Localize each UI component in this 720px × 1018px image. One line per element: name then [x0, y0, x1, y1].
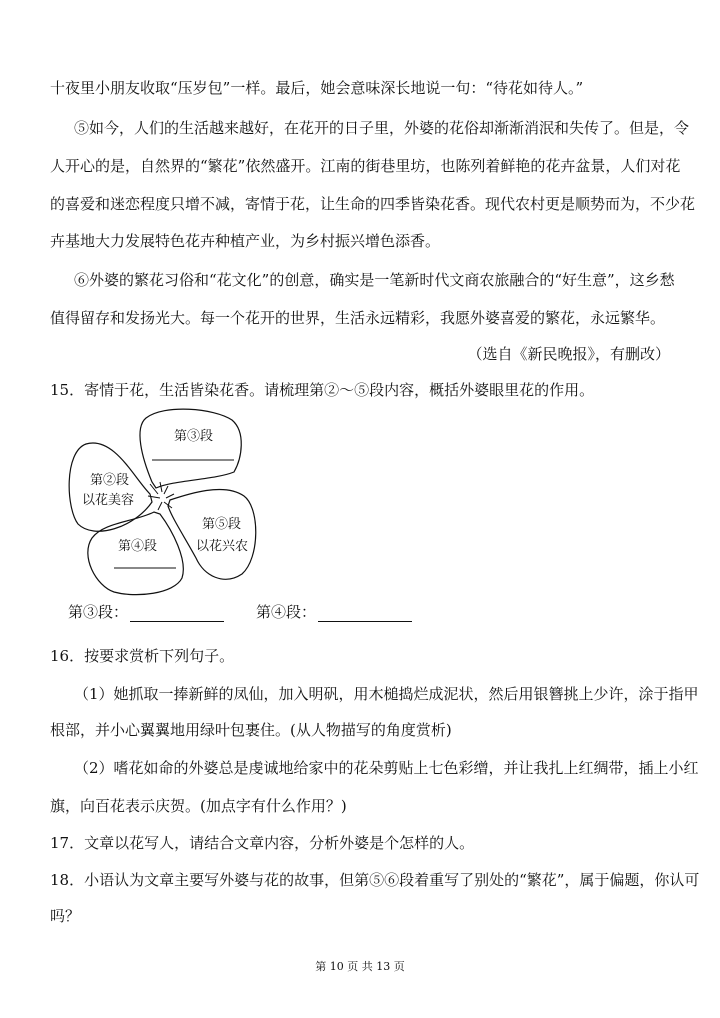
petal-label: 第②段: [90, 473, 130, 488]
passage-line: 十夜里小朋友收取“压岁包”一样。最后，她会意味深长地说一句：“待花如待人。”: [50, 79, 584, 97]
question-15: 15．寄情于花，生活皆染花香。请梳理第②～⑤段内容，概括外婆眼里花的作用。: [50, 381, 595, 399]
paragraph-5-line: 人开心的是，自然界的“繁花”依然盛开。江南的街巷里坊，也陈列着鲜艳的花卉盆景，人们对花: [50, 157, 681, 175]
paragraph-6-line: ⑥外婆的繁花习俗和“花文化”的创意，确实是一笔新时代文商农旅融合的“好生意”，这乡愁: [74, 271, 675, 289]
petal-label: 第③段: [174, 429, 214, 444]
sentence-1-line: 根部，并小心翼翼地用绿叶包裹住。(从人物描写的角度赏析): [50, 721, 452, 739]
paragraph-5-line: 卉基地大力发展特色花卉种植产业，为乡村振兴增色添香。: [50, 232, 441, 250]
blank-label: 第④段：: [256, 603, 317, 621]
source-note: （选自《新民晚报》，有删改）: [467, 345, 670, 363]
petal-text: 以花美容: [82, 493, 135, 508]
answer-blank-paragraph-3[interactable]: [68, 602, 224, 622]
petal-label: 第⑤段: [202, 517, 242, 532]
blank-line[interactable]: [130, 605, 224, 622]
petal-label: 第④段: [118, 539, 158, 554]
answer-blank-paragraph-4[interactable]: [256, 602, 412, 622]
blank-line[interactable]: [318, 605, 412, 622]
blank-label: 第③段：: [68, 603, 129, 621]
flower-center: [148, 482, 174, 510]
sentence-2-line: （2）嗜花如命的外婆总是虔诚地给家中的花朵剪贴上七色彩缯，并让我扎上红绸带，插上小红: [74, 759, 699, 777]
flower-diagram: [64, 398, 264, 598]
page-footer: 第 10 页 共 13 页: [315, 960, 405, 973]
paragraph-6-line: 值得留存和发扬光大。每一个花开的世界，生活永远精彩，我愿外婆喜爱的繁花，永远繁华。: [50, 309, 666, 327]
petal-paragraph-5: [168, 489, 256, 579]
question-17: 17．文章以花写人，请结合文章内容，分析外婆是个怎样的人。: [50, 834, 475, 852]
question-16: 16．按要求赏析下列句子。: [50, 647, 235, 665]
question-18: 18．小语认为文章主要写外婆与花的故事，但第⑤⑥段着重写了别处的“繁花”，属于偏题，你认可: [50, 871, 700, 889]
petal-paragraph-3: [140, 409, 241, 488]
question-18-continued: 吗？: [50, 907, 81, 925]
paragraph-5-line: ⑤如今，人们的生活越来越好，在花开的日子里，外婆的花俗却渐渐消泯和失传了。但是，令: [74, 119, 690, 137]
sentence-2-line: 旗，向百花表示庆贺。(加点字有什么作用？): [50, 797, 347, 815]
paragraph-5-line: 的喜爱和迷恋程度只增不减，寄情于花，让生命的四季皆染花香。现代农村更是顺势而为，不少花: [50, 195, 696, 213]
sentence-1-line: （1）她抓取一捧新鲜的凤仙，加入明矾，用木槌捣烂成泥状，然后用银簪挑上少许，涂于指甲: [74, 685, 699, 703]
petal-text: 以花兴农: [196, 539, 249, 554]
